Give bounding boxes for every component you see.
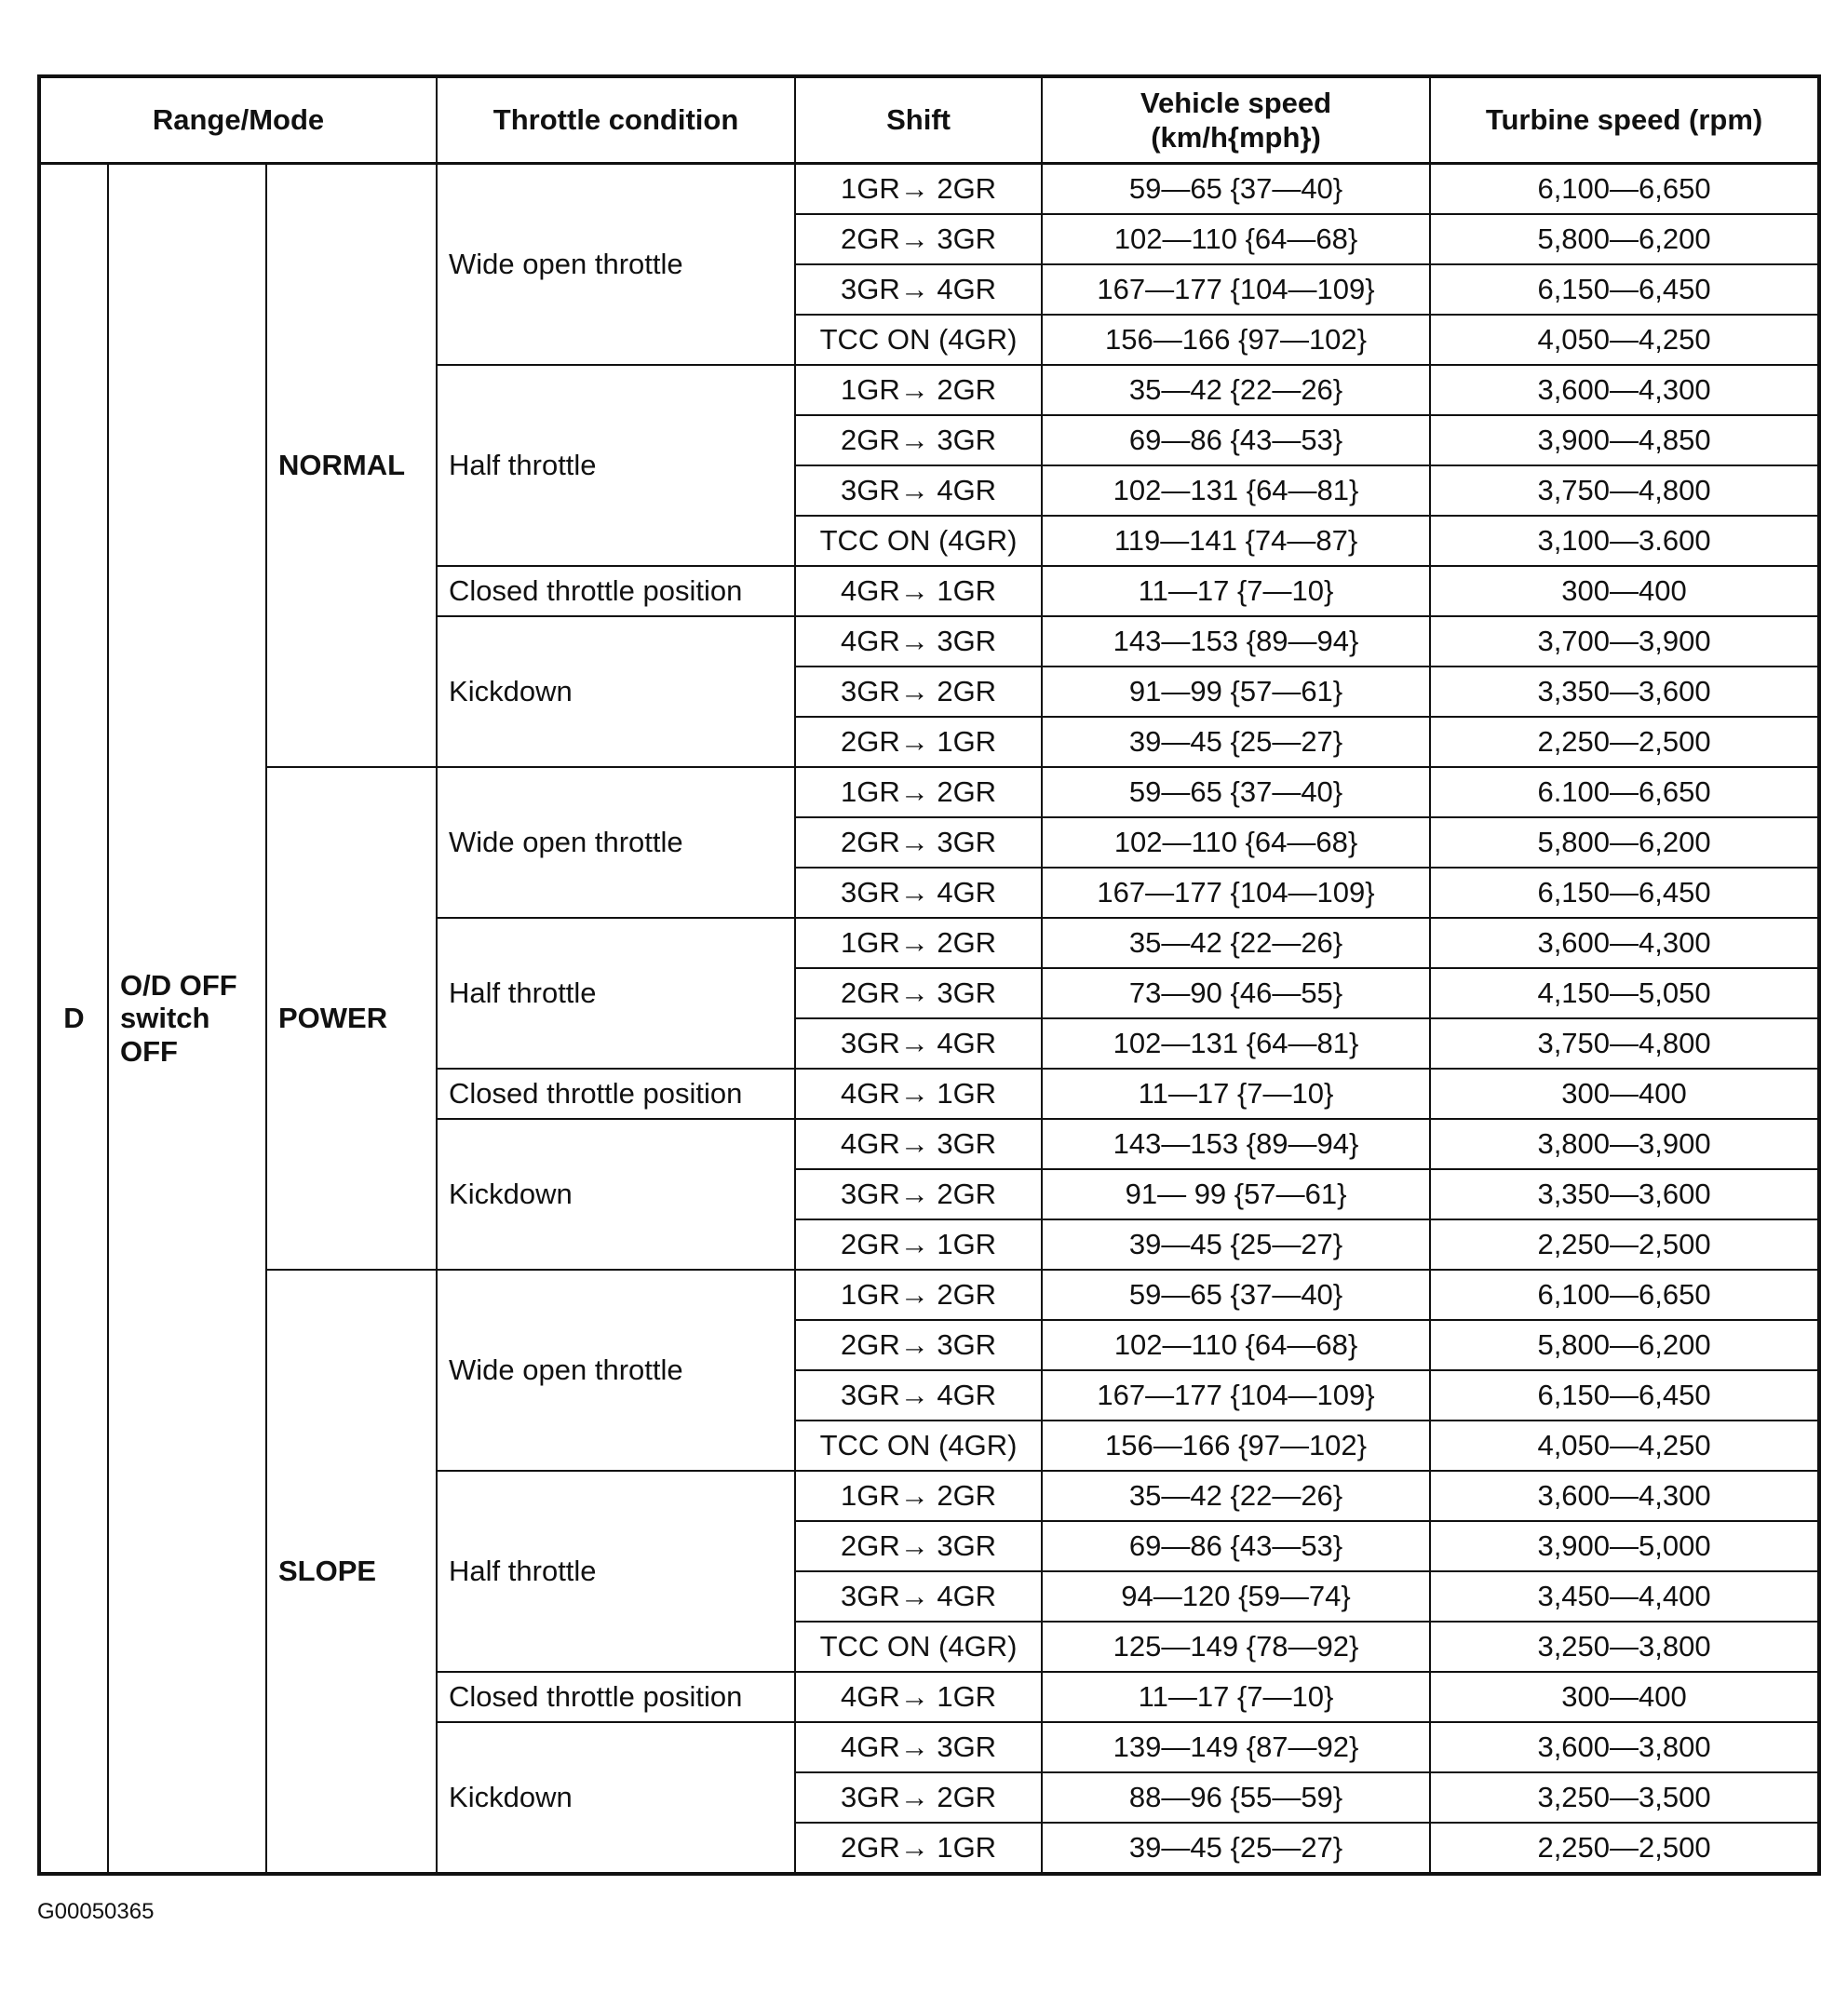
shift-cell: 2GR→ 3GR (795, 1320, 1042, 1370)
vehicle-speed-cell: 88—96 {55—59} (1042, 1772, 1430, 1823)
throttle-condition-cell: Half throttle (437, 918, 795, 1069)
shift-cell: 4GR→ 3GR (795, 616, 1042, 667)
shift-cell: 2GR→ 3GR (795, 968, 1042, 1018)
shift-cell: TCC ON (4GR) (795, 1622, 1042, 1672)
shift-cell: 2GR→ 3GR (795, 214, 1042, 264)
turbine-speed-cell: 3,900—5,000 (1430, 1521, 1819, 1571)
shift-cell: TCC ON (4GR) (795, 516, 1042, 566)
vehicle-speed-cell: 35—42 {22—26} (1042, 918, 1430, 968)
vehicle-speed-cell: 59—65 {37—40} (1042, 767, 1430, 817)
vehicle-speed-cell: 167—177 {104—109} (1042, 1370, 1430, 1421)
vehicle-speed-cell: 102—110 {64—68} (1042, 817, 1430, 868)
vehicle-speed-cell: 143—153 {89—94} (1042, 616, 1430, 667)
shift-cell: 4GR→ 1GR (795, 1069, 1042, 1119)
shift-cell: 2GR→ 1GR (795, 1219, 1042, 1270)
turbine-speed-cell: 3,350—3,600 (1430, 1169, 1819, 1219)
throttle-condition-cell: Closed throttle position (437, 1672, 795, 1722)
throttle-condition-cell: Half throttle (437, 1471, 795, 1672)
vehicle-speed-cell: 139—149 {87—92} (1042, 1722, 1430, 1772)
turbine-speed-cell: 5,800—6,200 (1430, 817, 1819, 868)
vehicle-speed-cell: 59—65 {37—40} (1042, 164, 1430, 215)
table-body (39, 164, 1819, 1875)
vehicle-speed-cell: 11—17 {7—10} (1042, 1672, 1430, 1722)
shift-cell: 1GR→ 2GR (795, 1270, 1042, 1320)
turbine-speed-cell: 2,250—2,500 (1430, 1823, 1819, 1874)
turbine-speed-cell: 3,900—4,850 (1430, 415, 1819, 465)
table-row (39, 767, 1819, 817)
turbine-speed-cell: 2,250—2,500 (1430, 1219, 1819, 1270)
vehicle-speed-cell: 102—110 {64—68} (1042, 214, 1430, 264)
turbine-speed-cell: 3,100—3.600 (1430, 516, 1819, 566)
shift-cell: 4GR→ 1GR (795, 1672, 1042, 1722)
throttle-condition-cell: Wide open throttle (437, 164, 795, 366)
switch-label-line: O/D OFF (120, 968, 237, 1002)
turbine-speed-cell: 4,150—5,050 (1430, 968, 1819, 1018)
shift-cell: TCC ON (4GR) (795, 1421, 1042, 1471)
vehicle-speed-cell: 39—45 {25—27} (1042, 1219, 1430, 1270)
shift-cell: 3GR→ 4GR (795, 1018, 1042, 1069)
shift-point-table (37, 74, 1821, 1876)
throttle-condition-cell: Wide open throttle (437, 767, 795, 918)
throttle-condition-cell: Kickdown (437, 1722, 795, 1874)
shift-cell: 4GR→ 1GR (795, 566, 1042, 616)
vehicle-speed-cell: 167—177 {104—109} (1042, 264, 1430, 315)
shift-cell: 3GR→ 2GR (795, 667, 1042, 717)
shift-cell: 2GR→ 3GR (795, 817, 1042, 868)
switch-cell (108, 164, 266, 1875)
header-throttle-condition: Throttle condition (437, 76, 795, 164)
shift-cell: 2GR→ 1GR (795, 1823, 1042, 1874)
header-range-mode: Range/Mode (39, 76, 437, 164)
vehicle-speed-cell: 11—17 {7—10} (1042, 1069, 1430, 1119)
turbine-speed-cell: 3,750—4,800 (1430, 1018, 1819, 1069)
vehicle-speed-cell: 69—86 {43—53} (1042, 1521, 1430, 1571)
turbine-speed-cell: 3,350—3,600 (1430, 667, 1819, 717)
vehicle-speed-cell: 167—177 {104—109} (1042, 868, 1430, 918)
shift-cell: 1GR→ 2GR (795, 365, 1042, 415)
turbine-speed-cell: 3,600—4,300 (1430, 365, 1819, 415)
shift-cell: 4GR→ 3GR (795, 1722, 1042, 1772)
shift-cell: 3GR→ 4GR (795, 465, 1042, 516)
range-cell: D (39, 164, 108, 1875)
turbine-speed-cell: 6,150—6,450 (1430, 264, 1819, 315)
shift-cell: 1GR→ 2GR (795, 767, 1042, 817)
figure-id: G00050365 (37, 1899, 155, 1924)
turbine-speed-cell: 3,750—4,800 (1430, 465, 1819, 516)
vehicle-speed-cell: 156—166 {97—102} (1042, 1421, 1430, 1471)
vehicle-speed-cell: 143—153 {89—94} (1042, 1119, 1430, 1169)
turbine-speed-cell: 300—400 (1430, 1069, 1819, 1119)
turbine-speed-cell: 5,800—6,200 (1430, 214, 1819, 264)
turbine-speed-cell: 3,600—4,300 (1430, 918, 1819, 968)
mode-cell: SLOPE (266, 1270, 437, 1874)
turbine-speed-cell: 3,250—3,500 (1430, 1772, 1819, 1823)
shift-cell: 2GR→ 3GR (795, 415, 1042, 465)
switch-label-line: switch (120, 1002, 210, 1035)
throttle-condition-cell: Half throttle (437, 365, 795, 566)
throttle-condition-cell: Wide open throttle (437, 1270, 795, 1471)
vehicle-speed-cell: 91— 99 {57—61} (1042, 1169, 1430, 1219)
mode-cell: NORMAL (266, 164, 437, 768)
vehicle-speed-cell: 73—90 {46—55} (1042, 968, 1430, 1018)
vehicle-speed-cell: 119—141 {74—87} (1042, 516, 1430, 566)
table-row (39, 164, 1819, 215)
turbine-speed-cell: 3,700—3,900 (1430, 616, 1819, 667)
header-vehicle-speed-line1: Vehicle speed (1140, 86, 1332, 119)
header-shift: Shift (795, 76, 1042, 164)
header-vehicle-speed (1042, 76, 1430, 164)
turbine-speed-cell: 4,050—4,250 (1430, 1421, 1819, 1471)
throttle-condition-cell: Kickdown (437, 616, 795, 767)
turbine-speed-cell: 3,250—3,800 (1430, 1622, 1819, 1672)
shift-cell: 2GR→ 1GR (795, 717, 1042, 767)
mode-cell: POWER (266, 767, 437, 1270)
vehicle-speed-cell: 35—42 {22—26} (1042, 365, 1430, 415)
vehicle-speed-cell: 102—131 {64—81} (1042, 1018, 1430, 1069)
shift-cell: 1GR→ 2GR (795, 918, 1042, 968)
turbine-speed-cell: 300—400 (1430, 566, 1819, 616)
shift-cell: 3GR→ 4GR (795, 1571, 1042, 1622)
shift-cell: 3GR→ 4GR (795, 264, 1042, 315)
turbine-speed-cell: 6,100—6,650 (1430, 1270, 1819, 1320)
shift-cell: 1GR→ 2GR (795, 1471, 1042, 1521)
throttle-condition-cell: Closed throttle position (437, 1069, 795, 1119)
shift-cell: 4GR→ 3GR (795, 1119, 1042, 1169)
switch-label-line: OFF (120, 1034, 178, 1068)
shift-cell: 2GR→ 3GR (795, 1521, 1042, 1571)
vehicle-speed-cell: 94—120 {59—74} (1042, 1571, 1430, 1622)
vehicle-speed-cell: 39—45 {25—27} (1042, 717, 1430, 767)
turbine-speed-cell: 3,600—4,300 (1430, 1471, 1819, 1521)
vehicle-speed-cell: 35—42 {22—26} (1042, 1471, 1430, 1521)
throttle-condition-cell: Closed throttle position (437, 566, 795, 616)
turbine-speed-cell: 2,250—2,500 (1430, 717, 1819, 767)
turbine-speed-cell: 6.100—6,650 (1430, 767, 1819, 817)
vehicle-speed-cell: 102—110 {64—68} (1042, 1320, 1430, 1370)
vehicle-speed-cell: 69—86 {43—53} (1042, 415, 1430, 465)
turbine-speed-cell: 3,450—4,400 (1430, 1571, 1819, 1622)
shift-cell: 3GR→ 2GR (795, 1169, 1042, 1219)
header-vehicle-speed-line2: (km/h{mph}) (1151, 121, 1321, 154)
vehicle-speed-cell: 91—99 {57—61} (1042, 667, 1430, 717)
vehicle-speed-cell: 39—45 {25—27} (1042, 1823, 1430, 1874)
header-turbine-speed: Turbine speed (rpm) (1430, 76, 1819, 164)
shift-cell: 1GR→ 2GR (795, 164, 1042, 215)
turbine-speed-cell: 3,600—3,800 (1430, 1722, 1819, 1772)
shift-cell: 3GR→ 4GR (795, 868, 1042, 918)
shift-cell: TCC ON (4GR) (795, 315, 1042, 365)
vehicle-speed-cell: 125—149 {78—92} (1042, 1622, 1430, 1672)
turbine-speed-cell: 5,800—6,200 (1430, 1320, 1819, 1370)
throttle-condition-cell: Kickdown (437, 1119, 795, 1270)
turbine-speed-cell: 300—400 (1430, 1672, 1819, 1722)
table-row (39, 1270, 1819, 1320)
turbine-speed-cell: 6,100—6,650 (1430, 164, 1819, 215)
turbine-speed-cell: 6,150—6,450 (1430, 868, 1819, 918)
vehicle-speed-cell: 11—17 {7—10} (1042, 566, 1430, 616)
vehicle-speed-cell: 156—166 {97—102} (1042, 315, 1430, 365)
turbine-speed-cell: 4,050—4,250 (1430, 315, 1819, 365)
shift-cell: 3GR→ 2GR (795, 1772, 1042, 1823)
vehicle-speed-cell: 102—131 {64—81} (1042, 465, 1430, 516)
vehicle-speed-cell: 59—65 {37—40} (1042, 1270, 1430, 1320)
header-row (39, 76, 1819, 164)
turbine-speed-cell: 3,800—3,900 (1430, 1119, 1819, 1169)
shift-cell: 3GR→ 4GR (795, 1370, 1042, 1421)
turbine-speed-cell: 6,150—6,450 (1430, 1370, 1819, 1421)
